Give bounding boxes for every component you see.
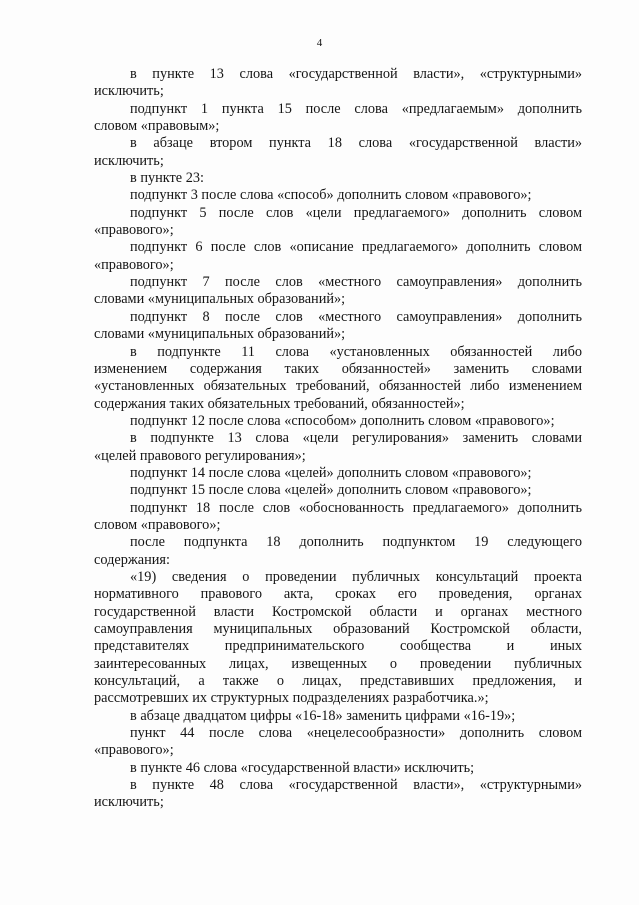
text-line: в абзаце втором пункта 18 слова «государственной власти» bbox=[130, 135, 582, 152]
text-line: подпункт 18 после слов «обоснованность предлагаемого» дополнить bbox=[130, 499, 582, 516]
text-line: подпункт 5 после слов «цели предлагаемого» дополнить словом bbox=[130, 204, 582, 221]
text-line: подпункт 7 после слов «местного самоуправления» дополнить bbox=[130, 274, 582, 291]
text-line: в подпункте 11 слова «установленных обязанностей либо bbox=[130, 343, 582, 360]
text-line: заинтересованных лицах, извещенных о проведении публичных bbox=[94, 655, 582, 672]
text-line: словами «муниципальных образований»; bbox=[94, 291, 346, 308]
text-line: «установленных обязательных требований, обязанностей либо изменением bbox=[94, 378, 582, 395]
text-line: в пункте 46 слова «государственной власти» исключить; bbox=[130, 759, 475, 776]
text-line: «правового»; bbox=[94, 256, 174, 273]
text-line: нормативного правового акта, сроках его проведения, органах bbox=[94, 586, 582, 603]
text-line: в пункте 23: bbox=[130, 170, 204, 187]
text-line: содержания таких обязательных требований, обязанностей»; bbox=[94, 395, 465, 412]
text-line: государственной власти Костромской области и органах местного bbox=[94, 603, 582, 620]
text-line: в подпункте 13 слова «цели регулирования» заменить словами bbox=[130, 430, 582, 447]
text-line: консультаций, а также о лицах, представивших предложения, и bbox=[94, 673, 582, 690]
text-line: подпункт 1 пункта 15 после слова «предлагаемым» дополнить bbox=[130, 100, 582, 117]
text-line: изменением содержания таких обязанностей» заменить словами bbox=[94, 360, 582, 377]
text-line: «правового»; bbox=[94, 222, 174, 239]
text-line: словом «правовым»; bbox=[94, 118, 220, 135]
text-line: словом «правового»; bbox=[94, 516, 221, 533]
text-line: рассмотревших их структурных подразделениях разработчика.»; bbox=[94, 690, 489, 707]
page-number: 4 bbox=[316, 37, 323, 49]
document-body bbox=[94, 66, 582, 812]
text-line: исключить; bbox=[94, 794, 164, 811]
text-line: содержания: bbox=[94, 551, 170, 568]
text-line: подпункт 14 после слова «целей» дополнить словом «правового»; bbox=[130, 464, 532, 481]
text-line: в абзаце двадцатом цифры «16-18» заменить цифрами «16-19»; bbox=[130, 707, 516, 724]
text-line: подпункт 8 после слов «местного самоуправления» дополнить bbox=[130, 308, 582, 325]
text-line: подпункт 12 после слова «способом» дополнить словом «правового»; bbox=[130, 412, 555, 429]
text-line: «19) сведения о проведении публичных консультаций проекта bbox=[130, 568, 582, 585]
text-line: «целей правового регулирования»; bbox=[94, 447, 306, 464]
text-line: «правового»; bbox=[94, 742, 174, 759]
text-line: в пункте 13 слова «государственной власти», «структурными» bbox=[130, 66, 582, 82]
text-line: после подпункта 18 дополнить подпунктом 19 следующего bbox=[130, 534, 582, 551]
text-line: подпункт 6 после слов «описание предлагаемого» дополнить словом bbox=[130, 239, 582, 256]
text-line: представителях предпринимательского сообщества и иных bbox=[94, 638, 582, 655]
text-line: пункт 44 после слова «нецелесообразности» дополнить словом bbox=[130, 725, 582, 742]
text-line: в пункте 48 слова «государственной власти», «структурными» bbox=[130, 777, 582, 794]
text-line: словами «муниципальных образований»; bbox=[94, 326, 346, 343]
text-line: подпункт 3 после слова «способ» дополнить словом «правового»; bbox=[130, 187, 532, 204]
text-line: самоуправления муниципальных образований Костромской области, bbox=[94, 621, 582, 637]
text-line: подпункт 15 после слова «целей» дополнить словом «правового»; bbox=[130, 482, 532, 499]
text-line: исключить; bbox=[94, 83, 164, 100]
text-line: исключить; bbox=[94, 152, 164, 169]
